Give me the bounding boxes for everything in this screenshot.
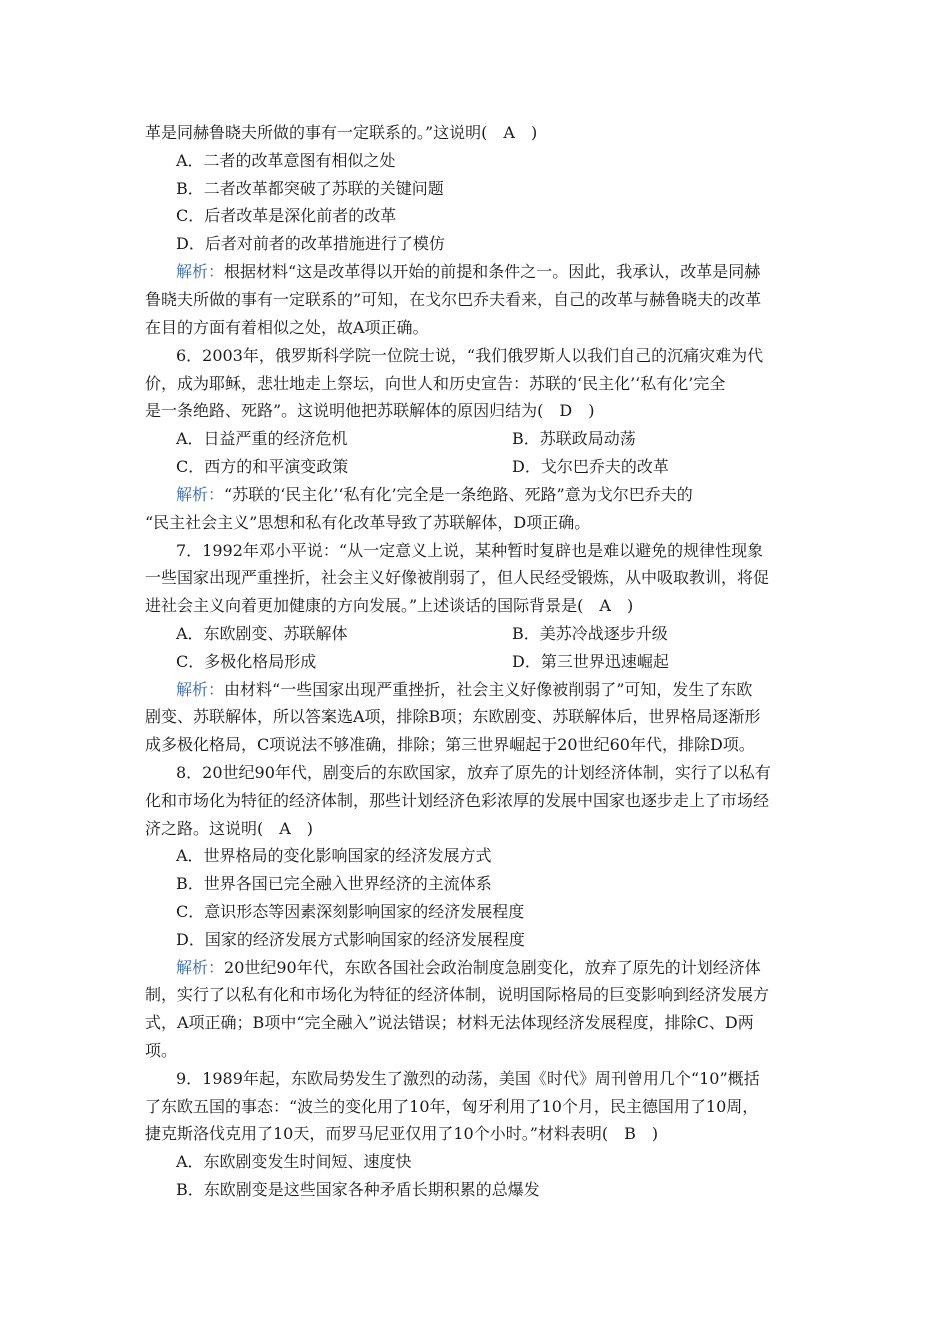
text-line: 项。 [145,1041,178,1060]
analysis-line [176,485,693,505]
option-b: B．苏联政局动荡 [512,429,636,448]
analysis-label: 解析： [176,485,225,504]
question-9: 9．1989年起，东欧局势发生了激烈的动荡，美国《时代》周刊曾用几个“10”概括 [176,1069,760,1088]
analysis-line [176,262,760,282]
question-6: 6．2003年，俄罗斯科学院一位院士说，“我们俄罗斯人以我们自己的沉痛灾难为代 [176,346,764,365]
option-a: A．东欧剧变发生时间短、速度快 [176,1152,412,1171]
text-line: 制，实行了以私有化和市场化为特征的经济体制，说明国际格局的巨变影响到经济发展方 [145,985,770,1004]
text-line: 价，成为耶稣，悲壮地走上祭坛，向世人和历史宣告：苏联的‘民主化’‘私有化’完全 [145,374,726,393]
option-a: A．东欧剧变、苏联解体 [176,624,348,643]
text-line: “民主社会主义”思想和私有化改革导致了苏联解体，D项正确。 [145,513,591,532]
text-line: 捷克斯洛伐克用了10天，而罗马尼亚仅用了10个小时。”材料表明( B ) [145,1124,659,1143]
option-a: A．二者的改革意图有相似之处 [176,151,396,170]
option-a: A．世界格局的变化影响国家的经济发展方式 [176,846,492,865]
text-line: 进社会主义向着更加健康的方向发展。”上述谈话的国际背景是( A ) [145,596,634,615]
text-line: 剧变、苏联解体，所以答案选A项，排除B项；东欧剧变、苏联解体后，世界格局逐渐形 [145,707,761,726]
text-line: 革是同赫鲁晓夫所做的事有一定联系的。”这说明( A ) [145,123,538,142]
text-line: 鲁晓夫所做的事有一定联系的”可知，在戈尔巴乔夫看来，自己的改革与赫鲁晓夫的改革 [145,290,762,309]
text-line: 了东欧五国的事态：“波兰的变化用了10年，匈牙利用了10个月，民主德国用了10周， [145,1097,759,1116]
analysis-line [176,680,752,700]
text-line: 式，A项正确；B项中“完全融入”说法错误；材料无法体现经济发展程度，排除C、D两 [145,1013,754,1032]
option-b: B．二者改革都突破了苏联的关键问题 [176,179,444,198]
text-line: 在目的方面有着相似之处，故A项正确。 [145,318,429,337]
analysis-text: “苏联的‘民主化’‘私有化’完全是一条绝路、死路”意为戈尔巴乔夫的 [224,485,693,504]
analysis-text: 由材料“一些国家出现严重挫折，社会主义好像被削弱了”可知，发生了东欧 [224,680,753,699]
text-line: 济之路。这说明( A ) [145,819,314,838]
option-d: D．第三世界迅速崛起 [512,652,669,671]
option-c: C．意识形态等因素深刻影响国家的经济发展程度 [176,902,525,921]
text-line: 一些国家出现严重挫折，社会主义好像被削弱了，但人民经受锻炼，从中吸取教训，将促 [145,568,770,587]
option-d: D．戈尔巴乔夫的改革 [512,457,669,476]
option-c: C．后者改革是深化前者的改革 [176,206,397,225]
option-d: D．后者对前者的改革措施进行了模仿 [176,234,445,253]
text-line: 化和市场化为特征的经济体制，那些计划经济色彩浓厚的发展中国家也逐步走上了市场经 [145,791,770,810]
option-a: A．日益严重的经济危机 [176,429,348,448]
option-c: C．多极化格局形成 [176,652,317,671]
option-c: C．西方的和平演变政策 [176,457,349,476]
question-8: 8．20世纪90年代，剧变后的东欧国家，放弃了原先的计划经济体制，实行了以私有 [176,763,771,782]
analysis-label: 解析： [176,958,225,977]
question-7: 7．1992年邓小平说：“从一定意义上说，某种暂时复辟也是难以避免的规律性现象 [176,541,764,560]
option-b: B．美苏冷战逐步升级 [512,624,668,643]
option-b: B．世界各国已完全融入世界经济的主流体系 [176,874,492,893]
text-line: 成多极化格局，C项说法不够准确，排除；第三世界崛起于20世纪60年代，排除D项。 [145,735,755,754]
analysis-text: 根据材料“这是改革得以开始的前提和条件之一。因此，我承认，改革是同赫 [224,262,761,281]
text-line: 是一条绝路、死路”。这说明他把苏联解体的原因归结为( D ) [145,401,595,420]
analysis-line [176,958,761,978]
option-d: D．国家的经济发展方式影响国家的经济发展程度 [176,930,525,949]
option-b: B．东欧剧变是这些国家各种矛盾长期积累的总爆发 [176,1180,540,1199]
analysis-label: 解析： [176,262,225,281]
analysis-label: 解析： [176,680,225,699]
analysis-text: 20世纪90年代，东欧各国社会政治制度急剧变化，放弃了原先的计划经济体 [224,958,761,977]
